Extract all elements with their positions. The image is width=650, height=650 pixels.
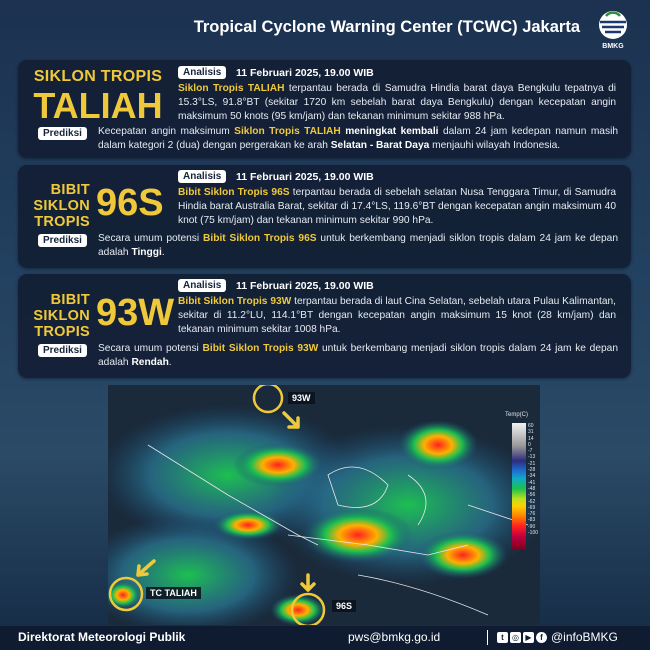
scale-label: -90 [528, 523, 536, 530]
scale-label: -48 [528, 485, 536, 492]
label-96s: 96S [332, 600, 356, 612]
analysis-tag: Analisis [178, 279, 226, 292]
forecast-text [98, 342, 618, 370]
analysis-date: 11 Februari 2025, 19.00 WIB [236, 171, 374, 183]
forecast-tag: Prediksi [38, 234, 87, 247]
scale-labels [528, 423, 542, 549]
scale-label: -34 [528, 473, 536, 480]
name-category: SIKLON [33, 198, 90, 214]
scale-label: -7 [528, 448, 533, 455]
scale-label: -62 [528, 498, 536, 505]
scale-label: -83 [528, 517, 536, 524]
analysis-highlight: Bibit Siklon Tropis 96S [178, 187, 290, 198]
analysis-highlight: Bibit Siklon Tropis 93W [178, 296, 292, 307]
scale-label: -69 [528, 504, 536, 511]
scale-label: -100 [528, 530, 539, 537]
scale-label: -13 [528, 454, 536, 461]
name-category: TROPIS [34, 324, 90, 340]
footer-handle[interactable]: @infoBMKG [551, 630, 618, 644]
analysis-text [178, 82, 616, 124]
label-93w: 93W [288, 392, 315, 404]
forecast-part: untuk berkembang menjadi siklon tropis dalam 24 jam ke depan adalah [98, 343, 618, 368]
scale-label: 14 [528, 435, 534, 442]
forecast-text [98, 125, 618, 153]
logo-text: BMKG [602, 43, 624, 50]
name-main: 96S [96, 182, 164, 224]
analysis-highlight: Siklon Tropis TALIAH [178, 83, 285, 94]
name-category: BIBIT [50, 182, 90, 198]
scale-label: 0 [528, 441, 531, 448]
analysis-text [178, 186, 616, 228]
scale-label: 60 [528, 423, 534, 429]
name-category: TROPIS [34, 214, 90, 230]
forecast-tag: Prediksi [38, 127, 87, 140]
name-main: TALIAH [33, 85, 163, 126]
forecast-part: untuk berkembang menjadi siklon tropis dalam 24 jam ke depan adalah [98, 233, 618, 258]
forecast-bold: meningkat kembali [340, 126, 439, 137]
category-block [18, 182, 90, 230]
name-category: SIKLON [33, 308, 90, 324]
footer-divider [487, 630, 488, 645]
facebook-icon[interactable]: f [536, 632, 547, 643]
scale-label: -28 [528, 467, 536, 474]
youtube-icon[interactable]: ▶ [523, 632, 534, 643]
forecast-highlight: Siklon Tropis TALIAH [234, 126, 341, 137]
header [0, 0, 650, 56]
forecast-part: . [161, 247, 165, 258]
forecast-highlight: Bibit Siklon Tropis 93W [202, 343, 319, 354]
analysis-date: 11 Februari 2025, 19.00 WIB [236, 280, 374, 292]
forecast-potential: Tinggi [131, 247, 162, 258]
name-main: 93W [96, 292, 175, 334]
forecast-part: Secara umum potensi [98, 343, 203, 354]
bmkg-logo [594, 10, 632, 50]
page-title: Tropical Cyclone Warning Center (TCWC) Jakarta [193, 18, 580, 36]
analysis-body: terpantau berada di Samudra Hindia barat daya Bengkulu tepatnya di 15.3°LS, 91.8°BT (sekitar 1720 km sebelah barat daya Bengkulu) dengan kecepatan angin maksimum 50 knots (95 km/jam) dan tekanan minimum sekitar 988 hPa. [178, 83, 616, 122]
scale-label: -56 [528, 492, 536, 499]
forecast-tag: Prediksi [38, 344, 87, 357]
bmkg-logo-icon [594, 10, 632, 42]
forecast-part: Kecepatan angin maksimum [98, 126, 235, 137]
panel-96s [18, 165, 631, 268]
name-category: SIKLON TROPIS [33, 68, 163, 85]
category-block [18, 292, 90, 340]
forecast-direction: Selatan - Barat Daya [330, 140, 430, 151]
analysis-body: terpantau berada di sebelah selatan Nusa Tenggara Timur, di Samudra Hindia barat Australia Barat, sekitar di 17.4°LS, 119.6°BT dengan kecepatan angin maksimum 40 knot (75 km/jam) dan tekanan minimum sekitar 990 hPa. [178, 187, 617, 226]
twitter-icon[interactable]: t [497, 632, 508, 643]
satellite-map [108, 385, 540, 625]
analysis-date: 11 Februari 2025, 19.00 WIB [236, 67, 374, 79]
scale-label: -76 [528, 511, 536, 518]
forecast-part: Secara umum potensi [98, 233, 204, 244]
analysis-body: terpantau berada di laut Cina Selatan, sebelah utara Pulau Kalimantan, sekitar di 11.2°LU, 114.1°BT dengan kecepatan angin maksimum 15 knot (28 km/jam) dan tekanan minimum sekitar 1008 hPa. [178, 296, 616, 335]
forecast-part: menjauhi wilayah Indonesia. [429, 140, 561, 151]
forecast-highlight: Bibit Siklon Tropis 96S [203, 233, 317, 244]
footer-org: Direktorat Meteorologi Publik [18, 630, 186, 644]
analysis-tag: Analisis [178, 66, 226, 79]
name-category: BIBIT [50, 292, 90, 308]
forecast-potential: Rendah [131, 357, 169, 368]
temperature-scale [512, 423, 526, 549]
forecast-part: dalam 24 jam kedepan namun masih dalam kategori 2 (dua) dengan pergerakan ke arah [98, 126, 618, 151]
scale-label: -41 [528, 479, 536, 486]
analysis-text [178, 295, 616, 337]
scale-title: Temp(C) [505, 412, 529, 418]
cyclone-name [18, 68, 178, 126]
panel-taliah [18, 60, 631, 158]
panel-93w [18, 274, 631, 378]
forecast-text [98, 232, 618, 260]
footer [0, 626, 650, 650]
instagram-icon[interactable]: ◎ [510, 632, 521, 643]
scale-label: 31 [528, 429, 534, 436]
forecast-part: . [168, 357, 172, 368]
footer-email[interactable]: pws@bmkg.go.id [348, 630, 441, 644]
scale-label: -21 [528, 460, 536, 467]
label-tc-taliah: TC TALIAH [146, 587, 201, 599]
analysis-tag: Analisis [178, 170, 226, 183]
